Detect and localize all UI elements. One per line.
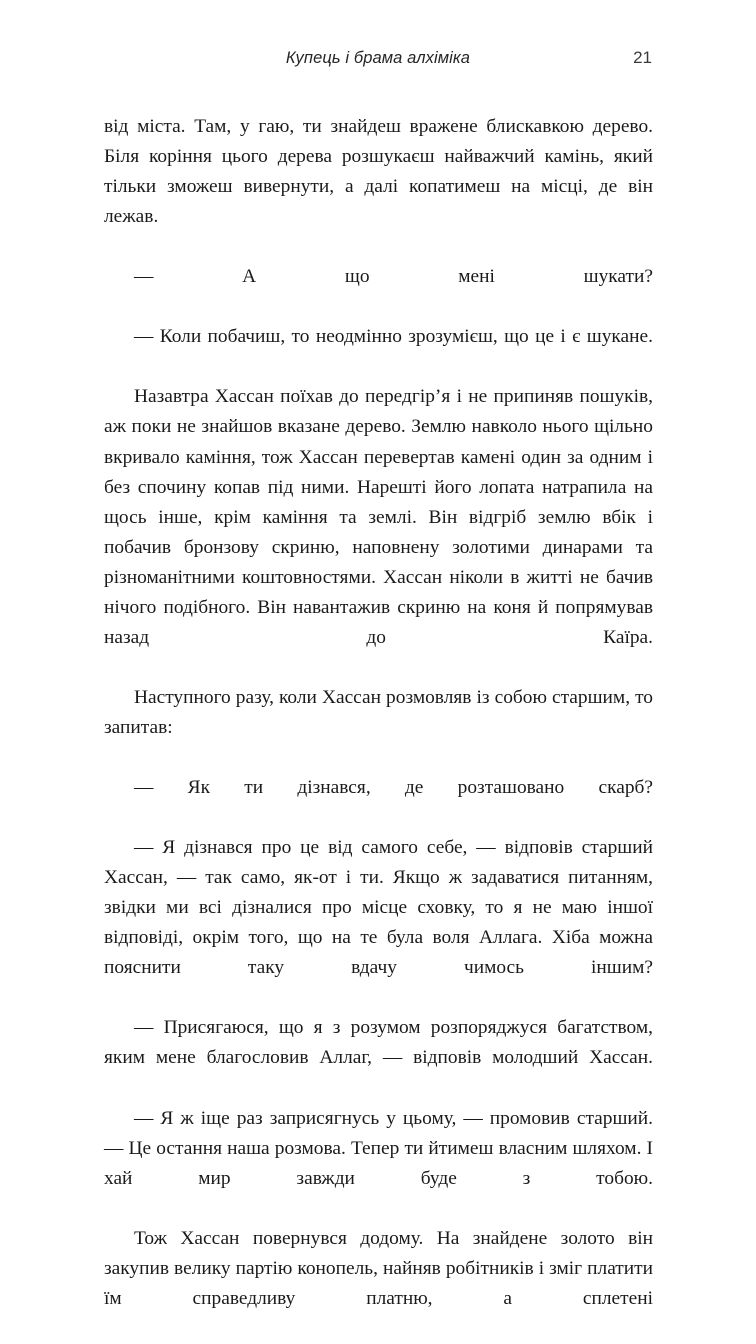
paragraph: Тож Хассан повернувся додому. На знайдене золото він закупив велику партію конопель, найняв робітників і зміг платити їм справедливу платню, а сплетені	[104, 1227, 653, 1309]
running-header-title: Купець і брама алхіміка	[285, 49, 471, 67]
paragraph: від міста. Там, у гаю, ти знайдеш вражене блискавкою дерево. Біля коріння цього дерева розшукаєш найважчий камінь, який тільки зможеш вивернути, а далі копатимеш на місці, де він лежав.	[104, 116, 653, 228]
paragraph: — Я ж іще раз заприсягнусь у цьому, — промовив старший. — Це остання наша розмова. Тепер ти йтимеш власним шляхом. І хай мир завжди буде з тобою.	[104, 1107, 653, 1189]
paragraph: Наступного разу, коли Хассан розмовляв із собою старшим, то запитав:	[104, 686, 653, 738]
paragraph: — Присягаюся, що я з розумом розпоряджуся багатством, яким мене благословив Аллаг, — відповів молодший Хассан.	[104, 1017, 653, 1069]
paragraph: — А що мені шукати?	[134, 266, 653, 288]
paragraph: — Коли побачиш, то неодмінно зрозумієш, що це і є шукане.	[134, 326, 653, 348]
running-header	[104, 46, 652, 70]
body-text-block	[104, 112, 653, 1344]
paragraph: Назавтра Хассан поїхав до передгір’я і не припиняв пошуків, аж поки не знайшов вказане дерево. Землю навколо нього щільно вкривало каміння, тож Хассан перевертав камені один за одним і без спочину копав під ними. Нарешті його лопата натрапила на щось інше, крім каміння та землі. Він відгріб землю вбік і побачив бронзову скриню, наповнену золотими динарами та різноманітними коштовностями. Хассан ніколи в житті не бачив нічого подібного. Він навантажив скриню на коня й попрямував назад до Каїра.	[104, 386, 653, 648]
paragraph: — Як ти дізнався, де розташовано скарб?	[134, 777, 653, 799]
paragraph: — Я дізнався про це від самого себе, — відповів старший Хассан, — так само, як-от і ти. Якщо ж задаватися питанням, звідки ми всі дізналися про місце сховку, то я не маю іншої відповіді, окрім того, що на те була воля Аллага. Хіба можна пояснити таку вдачу чимось іншим?	[104, 837, 653, 979]
page-number: 21	[633, 48, 652, 67]
